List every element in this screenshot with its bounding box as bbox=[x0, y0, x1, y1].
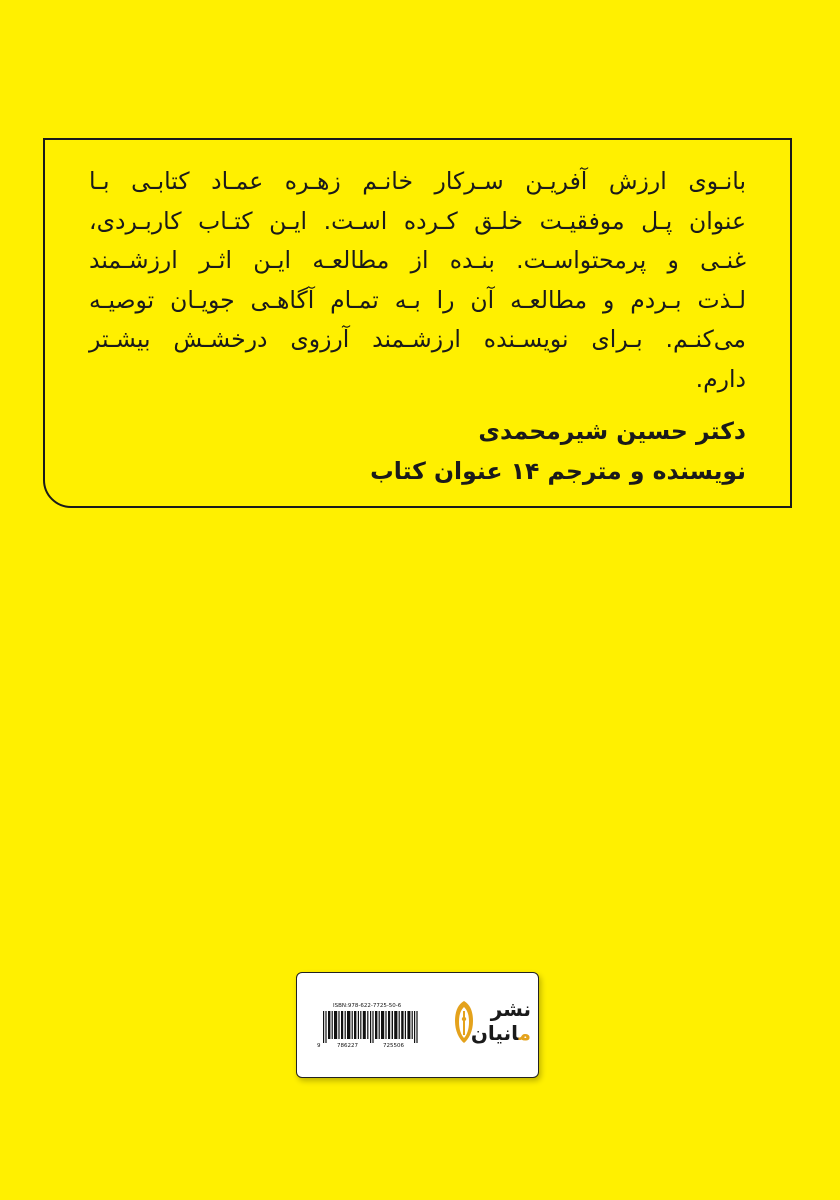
barcode-digit-prefix: 9 bbox=[317, 1043, 321, 1049]
signature-title: نویسنده و مترجم ۱۴ عنوان کتاب bbox=[370, 457, 746, 485]
isbn-number: ISBN:978-622-7725-50-6 bbox=[333, 1003, 402, 1009]
testimonial-line: می‌کنـم. بـرای نویسـنده ارزشـمند آرزوی درخشـش بیشـتر bbox=[89, 325, 746, 353]
publisher-name bbox=[471, 997, 531, 1045]
signature-name: دکتر حسین شیرمحمدی bbox=[478, 417, 746, 445]
testimonial-line: بانـوی ارزش آفریـن سـرکار خانـم زهـره عمـاد کتابـی بـا bbox=[89, 167, 746, 195]
testimonial-line: غنـی و پرمحتواسـت. بنـده از مطالعـه ایـن اثـر ارزشـمند bbox=[89, 246, 746, 274]
signature bbox=[89, 411, 746, 491]
publisher-name-line2 bbox=[471, 1021, 531, 1045]
barcode-digit-group-left: 786227 bbox=[337, 1043, 358, 1049]
barcode-digit-group-right: 725506 bbox=[383, 1043, 404, 1049]
publisher-name-line2-rest: انیان bbox=[470, 1021, 519, 1045]
testimonial-box bbox=[43, 138, 792, 508]
publisher-name-line1: نشر bbox=[490, 997, 531, 1021]
testimonial-line: عنوان پـل موفقیـت خلـق کـرده اسـت. ایـن کتـاب کاربـردی، bbox=[89, 206, 746, 235]
testimonial-line: دارم. bbox=[695, 364, 746, 393]
testimonial-text bbox=[89, 162, 746, 399]
publisher-name-accent-letter: م bbox=[518, 1021, 531, 1045]
barcode-icon bbox=[317, 1011, 429, 1043]
isbn-publisher-badge bbox=[296, 972, 539, 1078]
testimonial-line: لـذت بـردم و مطالعـه آن را بـه تمـام آگاهـی جویـان توصیـه bbox=[89, 285, 746, 314]
publisher-logo bbox=[447, 991, 531, 1063]
barcode-block bbox=[317, 1003, 429, 1063]
